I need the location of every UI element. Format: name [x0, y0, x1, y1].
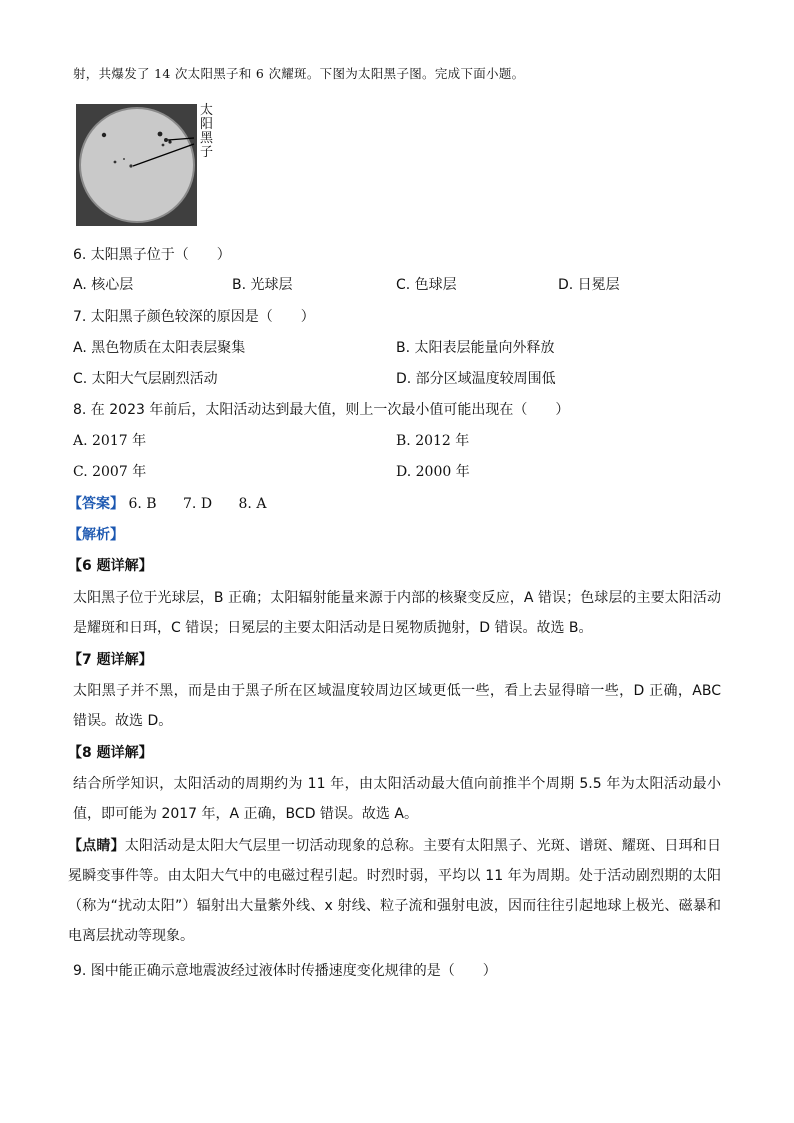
answer-7: 7. D — [183, 496, 213, 512]
q6-option-a: A. 核心层 — [73, 277, 134, 293]
answer-6: 6. B — [128, 496, 157, 512]
sun-disk-image — [76, 104, 197, 226]
detail-8-title: 【8 题详解】 — [68, 745, 153, 761]
intro-text: 射，共爆发了 14 次太阳黑子和 6 次耀斑。下图为太阳黑子图。完成下面小题。 — [73, 66, 525, 81]
question-8: 8. 在 2023 年前后，太阳活动达到最大值，则上一次最小值可能出现在（ ） — [73, 402, 570, 418]
answer-row — [68, 494, 288, 514]
q6-option-c: C. 色球层 — [396, 277, 457, 293]
q7-option-b: B. 太阳表层能量向外释放 — [396, 340, 555, 356]
q6-option-d: D. 日冕层 — [558, 277, 620, 293]
question-9: 9. 图中能正确示意地震波经过液体时传播速度变化规律的是（ ） — [73, 963, 497, 979]
sunspot-photo — [76, 104, 197, 226]
tip-text: 太阳活动是太阳大气层里一切活动现象的总称。主要有太阳黑子、光斑、谱斑、耀斑、日珥和日冕瞬变事件等。由太阳大气中的电磁过程引起。时烈时弱，平均以 11 年为周期。处于活动剧烈期的太阳（称为“扰动太阳”）辐射出大量紫外线、x 射线、粒子流和强射电波，因而往往引起地球上极光、磁暴和电离层扰动等现象。 — [68, 838, 722, 944]
q8-option-b: B. 2012 年 — [396, 433, 470, 449]
q8-option-c: C. 2007 年 — [73, 464, 147, 480]
answer-8: 8. A — [238, 496, 267, 512]
detail-8-text: 结合所学知识，太阳活动的周期约为 11 年，由太阳活动最大值向前推半个周期 5.5 年为太阳活动最小值，即可能为 2017 年，A 正确，BCD 错误。故选 A。 — [73, 776, 721, 822]
q7-option-a: A. 黑色物质在太阳表层聚集 — [73, 340, 246, 356]
answer-label: 【答案】 — [68, 496, 124, 512]
detail-7-title: 【7 题详解】 — [68, 652, 153, 668]
sunspot-label: 太阳黑子 — [200, 103, 214, 160]
question-6: 6. 太阳黑子位于（ ） — [73, 247, 231, 263]
q7-option-c: C. 太阳大气层剧烈活动 — [73, 371, 218, 387]
q8-option-d: D. 2000 年 — [396, 464, 470, 480]
q7-option-d: D. 部分区域温度较周围低 — [396, 371, 556, 387]
analysis-label: 【解析】 — [68, 527, 124, 543]
q6-option-b: B. 光球层 — [232, 277, 293, 293]
detail-6-text: 太阳黑子位于光球层，B 正确；太阳辐射能量来源于内部的核聚变反应，A 错误；色球层的主要太阳活动是耀斑和日珥，C 错误；日冕层的主要太阳活动是日冕物质抛射，D 错误。故选 B。 — [73, 590, 721, 636]
detail-6-title: 【6 题详解】 — [68, 558, 153, 574]
q8-option-a: A. 2017 年 — [73, 433, 147, 449]
detail-7-text: 太阳黑子并不黑，而是由于黑子所在区域温度较周边区域更低一些，看上去显得暗一些，D 正确，ABC 错误。故选 D。 — [73, 683, 721, 729]
tip-block — [68, 831, 721, 951]
tip-label: 【点睛】 — [68, 838, 125, 854]
question-7: 7. 太阳黑子颜色较深的原因是（ ） — [73, 309, 315, 325]
